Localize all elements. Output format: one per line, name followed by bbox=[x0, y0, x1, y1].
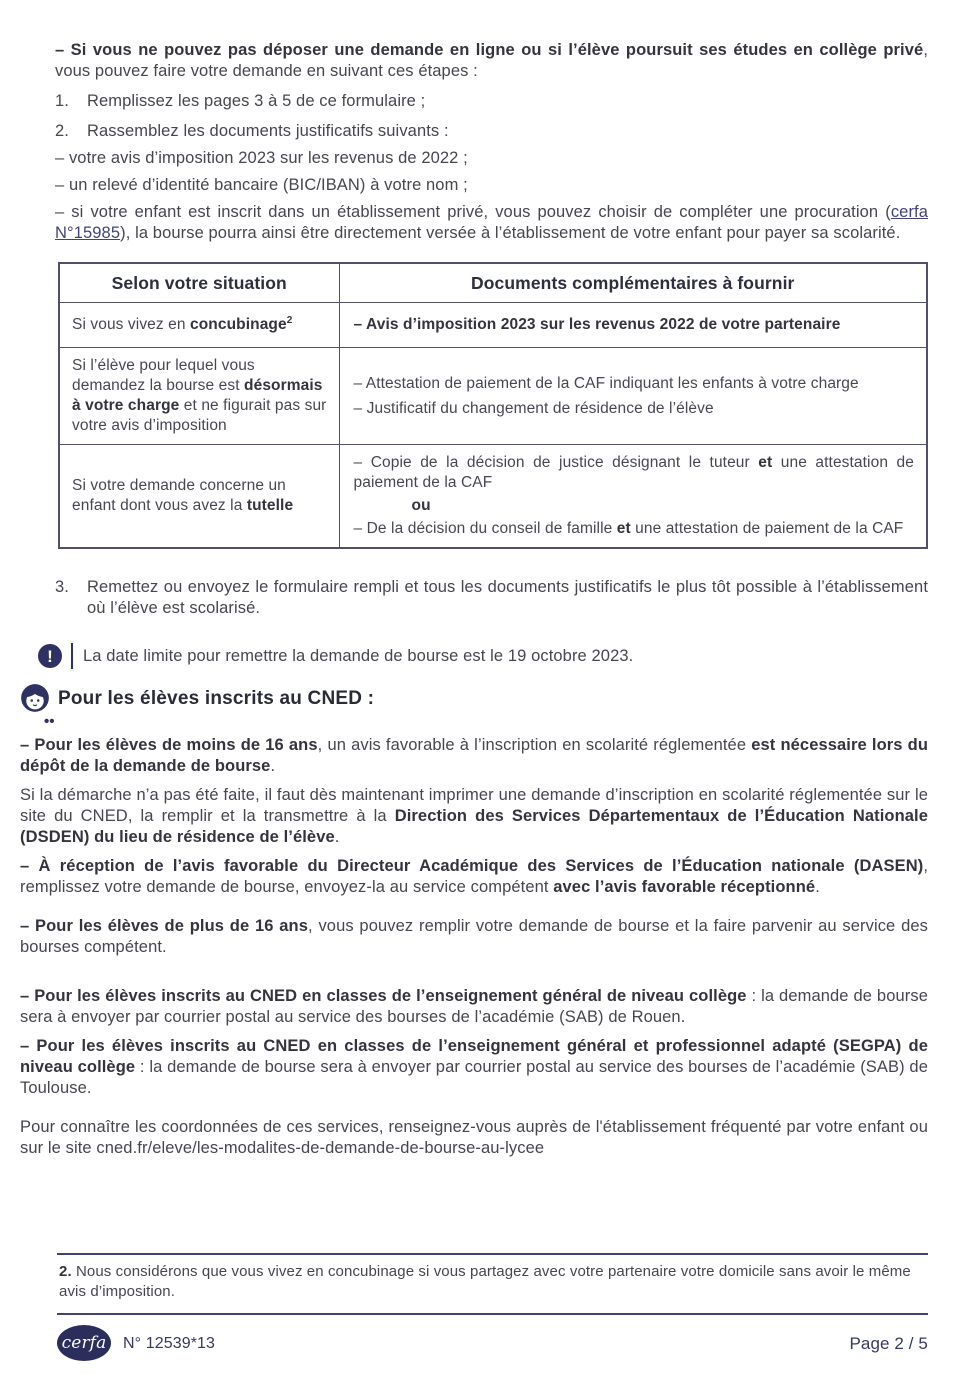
student-face-icon bbox=[20, 683, 50, 713]
footnote bbox=[57, 1253, 928, 1315]
documents-tutelle-item-1-bold: et bbox=[758, 454, 773, 471]
cned-procedure-bold: Direction des Services Départementaux de l’Éducation Nationale (DSDEN) du lieu de résidence de l’élève bbox=[20, 807, 928, 846]
table-row-charge bbox=[59, 348, 927, 445]
cned-college-rest: : la demande de bourse sera à envoyer par courrier postal au service des bourses de l’académie (SAB) de Rouen. bbox=[20, 987, 928, 1026]
footnote-text: Nous considérons que vous vivez en concubinage si vous partagez avec votre partenaire votre domicile sans avoir le même avis d’imposition. bbox=[59, 1263, 911, 1300]
documents-concubinage-item: – Avis d’imposition 2023 sur les revenus 2022 de votre partenaire bbox=[353, 316, 841, 333]
cned-college-bold: – Pour les élèves inscrits au CNED en classes de l’enseignement général de niveau collège bbox=[20, 987, 747, 1005]
cned-under16-mid: , un avis favorable à l’inscription en scolarité réglementée bbox=[317, 736, 752, 754]
or-separator: ou bbox=[411, 497, 431, 514]
bullet-tax-notice: – votre avis d’imposition 2023 sur les revenus de 2022 ; bbox=[55, 149, 468, 167]
cned-procedure-paragraph bbox=[20, 785, 928, 848]
situation-charge-bold: désormais à votre charge bbox=[72, 377, 323, 414]
situation-documents-table bbox=[58, 262, 928, 549]
cned-contact-paragraph: Pour connaître les coordonnées de ces services, renseignez-vous auprès de l'établissement fréquenté par votre enfant ou sur le site cned.fr/eleve/les-modalites-de-demande-de-bourse-au-lycee bbox=[20, 1118, 928, 1157]
bullet-private-school-pre: – si votre enfant est inscrit dans un établissement privé, vous pouvez choisir de compléter une procuration ( bbox=[55, 203, 891, 221]
documents-charge-item-2: – Justificatif du changement de résidence de l’élève bbox=[353, 399, 714, 417]
intro-paragraph bbox=[55, 40, 928, 82]
situation-concubinage bbox=[59, 303, 339, 348]
cerfa-logo: cerfa bbox=[57, 1325, 111, 1361]
dots-mark: •• bbox=[44, 713, 55, 730]
cned-heading-text: Pour les élèves inscrits au CNED : bbox=[58, 687, 375, 709]
form-number: N° 12539*13 bbox=[123, 1334, 216, 1352]
cned-procedure-end: . bbox=[334, 828, 340, 846]
step-2-text: Rassemblez les documents justificatifs suivants : bbox=[87, 122, 449, 140]
page-footer bbox=[57, 1325, 928, 1361]
situation-tutelle-bold: tutelle bbox=[246, 497, 294, 514]
cned-segpa-paragraph bbox=[20, 1036, 928, 1099]
cned-college-paragraph bbox=[20, 986, 928, 1028]
cned-under16-bold: – Pour les élèves de moins de 16 ans bbox=[20, 736, 318, 754]
table-header-row bbox=[59, 263, 927, 303]
footer-left bbox=[57, 1325, 215, 1361]
page-number: Page 2 / 5 bbox=[849, 1333, 928, 1353]
footnote-ref-2: 2 bbox=[286, 314, 293, 326]
documents-tutelle-item-2-post: une attestation de paiement de la CAF bbox=[630, 520, 904, 537]
deadline-alert bbox=[38, 643, 928, 669]
bullet-private-school-post: ), la bourse pourra ainsi être directement versée à l’établissement de votre enfant pour payer sa scolarité. bbox=[120, 224, 901, 242]
table-row-concubinage bbox=[59, 303, 927, 348]
cned-under16-end: . bbox=[270, 757, 276, 775]
documents-tutelle-item-2-pre: – De la décision du conseil de famille bbox=[353, 520, 617, 537]
column-header-situation: Selon votre situation bbox=[59, 263, 339, 303]
intro-lead-bold: – Si vous ne pouvez pas déposer une demande en ligne ou si l’élève poursuit ses études en collège privé bbox=[55, 41, 924, 59]
documents-tutelle-item-2-bold: et bbox=[616, 520, 631, 537]
situation-charge-post: et ne figurait pas sur votre avis d’imposition bbox=[72, 397, 327, 434]
footnote-number: 2. bbox=[59, 1263, 72, 1280]
bullet-private-school bbox=[55, 202, 928, 244]
cned-segpa-bold: – Pour les élèves inscrits au CNED en classes de l’enseignement général et professionnel adapté (SEGPA) de niveau collège bbox=[20, 1037, 928, 1076]
intro-section bbox=[55, 40, 928, 244]
situation-charge bbox=[59, 348, 339, 445]
situation-concubinage-bold: concubinage bbox=[190, 316, 287, 333]
documents-tutelle bbox=[339, 445, 927, 549]
step-2 bbox=[55, 121, 928, 142]
bullet-bank-details: – un relevé d’identité bancaire (BIC/IBAN) à votre nom ; bbox=[55, 176, 468, 194]
cned-dasen-bold2: avec l’avis favorable réceptionné bbox=[553, 878, 816, 896]
documents-concubinage bbox=[339, 303, 927, 348]
step-1-text: Remplissez les pages 3 à 5 de ce formulaire ; bbox=[87, 92, 426, 110]
step-1 bbox=[55, 91, 928, 112]
cned-dasen-paragraph bbox=[20, 856, 928, 898]
situation-charge-pre: Si l’élève pour lequel vous demandez la bourse est bbox=[72, 357, 255, 394]
step-3 bbox=[55, 577, 928, 619]
intro-lead-rest: , vous pouvez faire votre demande en suivant ces étapes : bbox=[55, 41, 928, 80]
documents-tutelle-item-1-post: une attestation de paiement de la CAF bbox=[353, 454, 914, 491]
situation-tutelle bbox=[59, 445, 339, 549]
alert-divider bbox=[71, 643, 73, 669]
cned-over16-paragraph bbox=[20, 916, 928, 958]
situation-tutelle-pre: Si votre demande concerne un enfant dont vous avez la bbox=[72, 477, 286, 514]
documents-tutelle-item-2 bbox=[354, 519, 915, 539]
cned-dasen-bold: – À réception de l’avis favorable du Directeur Académique des Services de l’Éducation nationale (DASEN) bbox=[20, 857, 924, 875]
page-bottom bbox=[20, 1253, 928, 1361]
cerfa-15985-link[interactable]: cerfa N°15985 bbox=[55, 203, 928, 242]
cned-heading bbox=[20, 683, 928, 713]
step-2-number: 2. bbox=[55, 122, 69, 140]
column-header-documents: Documents complémentaires à fournir bbox=[339, 263, 927, 303]
cned-procedure-pre: Si la démarche n’a pas été faite, il faut dès maintenant imprimer une demande d’inscription en scolarité réglementée sur le site du CNED, la remplir et la transmettre à la bbox=[20, 786, 928, 825]
step-3-text: Remettez ou envoyez le formulaire rempli et tous les documents justificatifs le plus tôt possible à l’établissement où l’élève est scolarisé. bbox=[87, 578, 928, 617]
cned-over16-rest: , vous pouvez remplir votre demande de bourse et la faire parvenir au service des bourses compétent. bbox=[20, 917, 928, 956]
cned-under16-paragraph bbox=[20, 735, 928, 777]
cned-over16-bold: – Pour les élèves de plus de 16 ans bbox=[20, 917, 309, 935]
deadline-text: La date limite pour remettre la demande de bourse est le 19 octobre 2023. bbox=[83, 646, 634, 665]
step-1-number: 1. bbox=[55, 92, 69, 110]
step-3-number: 3. bbox=[55, 578, 69, 596]
exclamation-icon: ! bbox=[38, 644, 62, 668]
documents-tutelle-item-1-pre: – Copie de la décision de justice désignant le tuteur bbox=[353, 454, 759, 471]
cned-segpa-rest: : la demande de bourse sera à envoyer par courrier postal au service des bourses de l’académie (SAB) de Toulouse. bbox=[20, 1058, 928, 1097]
situation-concubinage-pre: Si vous vivez en bbox=[72, 316, 191, 333]
documents-tutelle-item-1 bbox=[354, 453, 915, 493]
cned-dasen-end: . bbox=[815, 878, 820, 896]
table-row-tutelle bbox=[59, 445, 927, 549]
documents-charge-item-1: – Attestation de paiement de la CAF indiquant les enfants à votre charge bbox=[353, 374, 859, 392]
cned-dasen-mid: , remplissez votre demande de bourse, envoyez-la au service compétent bbox=[20, 857, 928, 896]
documents-charge bbox=[339, 348, 927, 445]
step-3-section bbox=[55, 577, 928, 619]
cned-under16-bold2: est nécessaire lors du dépôt de la demande de bourse bbox=[20, 736, 929, 775]
